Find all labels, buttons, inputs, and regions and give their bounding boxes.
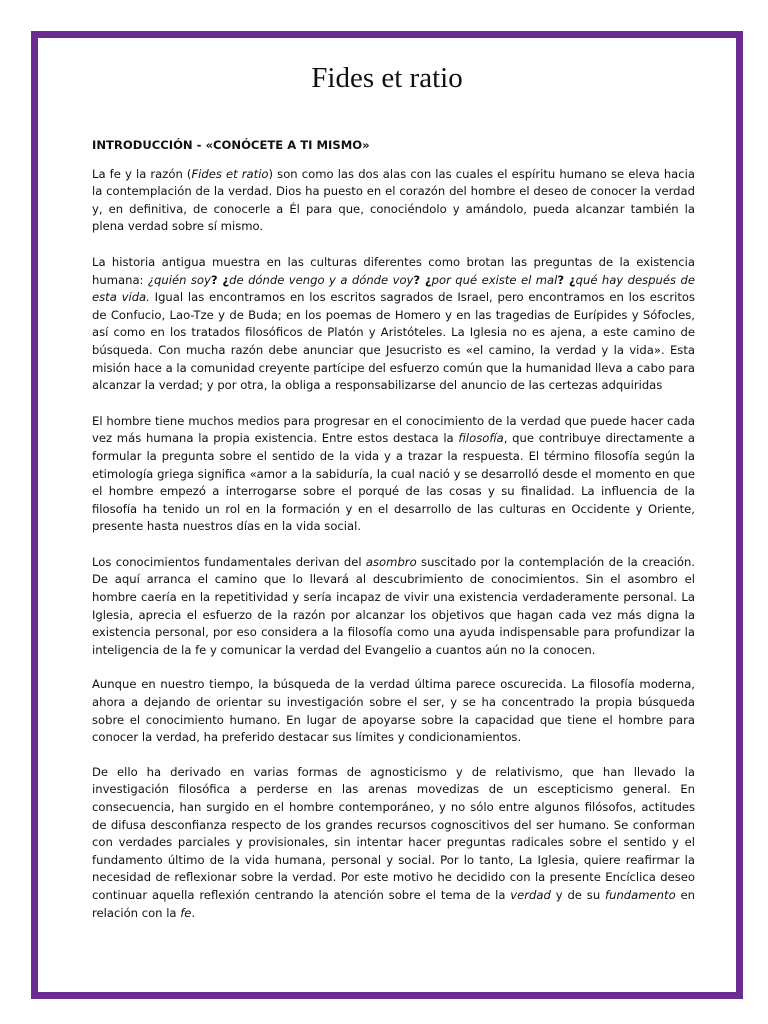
p3-text-a: El hombre tiene muchos medios para progresar en el conocimiento de la verdad que puede hacer cada vez más humana la propia existencia. Entre estos destaca la xyxy=(92,413,695,446)
paragraph-5 xyxy=(92,676,695,746)
page-frame xyxy=(31,31,743,999)
p6-italic-fundamento: fundamento xyxy=(605,887,676,902)
p2-text-b: Igual las encontramos en los escritos sagrados de Israel, pero encontramos en los escritos de Confucio, Lao-Tze y de Buda; en los poemas de Homero y en las tragedias de Eurípides y Sófocles, así como en los tratados filosóficos de Platón y Aristóteles. La Iglesia no es ajena, a este camino de búsqueda. Con mucha razón debe anunciar que Jesucristo es «el camino, la verdad y la vida». Esta misión hace a la comunidad creyente partícipe del esfuerzo común que la humanidad lleva a cabo para alcanzar la verdad; y por otra, la obliga a responsabilizarse del anuncio de las certezas adquiridas xyxy=(92,290,695,393)
p1-italic-fides-et-ratio: Fides et ratio xyxy=(191,166,269,181)
p4-text-c: suscitado por la contemplación de la creación. De aquí arranca el camino que lo llevará al descubrimiento de conocimientos. Sin el asombro el hombre caería en la repetitividad y sería incapaz de vivir una existencia verdaderamente personal. La Iglesia, aprecia el esfuerzo de la razón por alcanzar los objetivos que hagan cada vez más digna la existencia personal, por eso considera a la filosofía como una ayuda indispensable para profundizar la inteligencia de la fe y comunicar la verdad del Evangelio a cuantos aún no la conocen. xyxy=(92,554,695,657)
document-title: Fides et ratio xyxy=(311,62,463,94)
p6-italic-verdad: verdad xyxy=(510,887,551,902)
p6-text-c: y de su xyxy=(550,887,606,902)
paragraph-3 xyxy=(92,413,695,536)
p6-text-e: en relación con la xyxy=(92,887,695,920)
p2-mark-4-open: ¿ xyxy=(568,272,576,287)
p2-question-3: por qué existe el mal xyxy=(431,272,558,287)
p3-italic-filosofia: filosofía xyxy=(458,431,504,446)
section-heading: INTRODUCCIÓN - «CONÓCETE A TI MISMO» xyxy=(92,138,370,152)
p5-text-a: Aunque en nuestro tiempo, la búsqueda de la verdad última parece oscurecida. La filosofía moderna, ahora a dejando de orientar su investigación sobre el ser, y se ha concentrado la propia búsqueda sobre el conocimiento humano. En lugar de apoyarse sobre la capacidad que tiene el hombre para conocer la verdad, ha preferido destacar sus límites y condicionamientos. xyxy=(92,677,695,745)
p1-text-a: La fe y la razón ( xyxy=(92,166,192,181)
p2-mark-1: ? xyxy=(210,272,223,287)
p2-question-1: ¿quién soy xyxy=(147,272,211,287)
p6-text-a: De ello ha derivado en varias formas de agnosticismo y de relativismo, que han llevado la investigación filosófica a perderse en las arenas movedizas de un escepticismo general. En consecuencia, han surgido en el hombre contemporáneo, y no sólo entre algunos filósofos, actitudes de difusa desconfianza respecto de los grandes recursos cognoscitivos del ser humano. Se conforman con verdades parciales y provisionales, sin intentar hacer preguntas radicales sobre el sentido y el fundamento último de la vida humana, personal y social. Por lo tanto, La Iglesia, quiere reafirmar la necesidad de reflexionar sobre la verdad. Por este motivo he decidido con la presente Encíclica deseo continuar aquella reflexión centrando la atención sobre el tema de la xyxy=(92,764,695,902)
p1-text-c: ) son como las dos alas con las cuales el espíritu humano se eleva hacia la contemplación de la verdad. Dios ha puesto en el corazón del hombre el deseo de conocer la verdad y, en definitiva, de conocerle a Él para que, conociéndolo y amándolo, pueda alcanzar también la plena verdad sobre sí mismo. xyxy=(92,166,695,234)
paragraph-6 xyxy=(92,764,695,922)
p2-mark-2: ? xyxy=(413,272,425,287)
document-body xyxy=(92,137,695,940)
paragraph-1 xyxy=(92,166,695,236)
p2-mark-3-open: ¿ xyxy=(424,272,432,287)
p4-italic-asombro: asombro xyxy=(365,554,417,569)
p2-question-2: de dónde vengo y a dónde voy xyxy=(229,272,414,287)
paragraph-4 xyxy=(92,554,695,660)
paragraph-2 xyxy=(92,254,695,395)
p2-mark-2-open: ¿ xyxy=(222,272,230,287)
p2-mark-3: ? xyxy=(557,272,569,287)
p6-italic-fe: fe xyxy=(180,905,192,920)
p2-question-4: qué hay después de esta vida. xyxy=(92,272,695,305)
p3-text-c: , que contribuye directamente a formular la pregunta sobre el sentido de la vida y a trazar la respuesta. El término filosofía según la etimología griega significa «amor a la sabiduría, la cual nació y se desarrolló desde el momento en que el hombre empezó a interrogarse sobre el porqué de las cosas y su finalidad. La influencia de la filosofía ha tenido un rol en la formación y en el desarrollo de las culturas en Occidente y Oriente, presente hasta nuestros días en la vida social. xyxy=(92,431,696,534)
p6-text-g: . xyxy=(191,905,196,920)
p4-text-a: Los conocimientos fundamentales derivan del xyxy=(92,554,366,569)
p2-text-a: La historia antigua muestra en las culturas diferentes como brotan las preguntas de la existencia humana: xyxy=(92,254,695,287)
